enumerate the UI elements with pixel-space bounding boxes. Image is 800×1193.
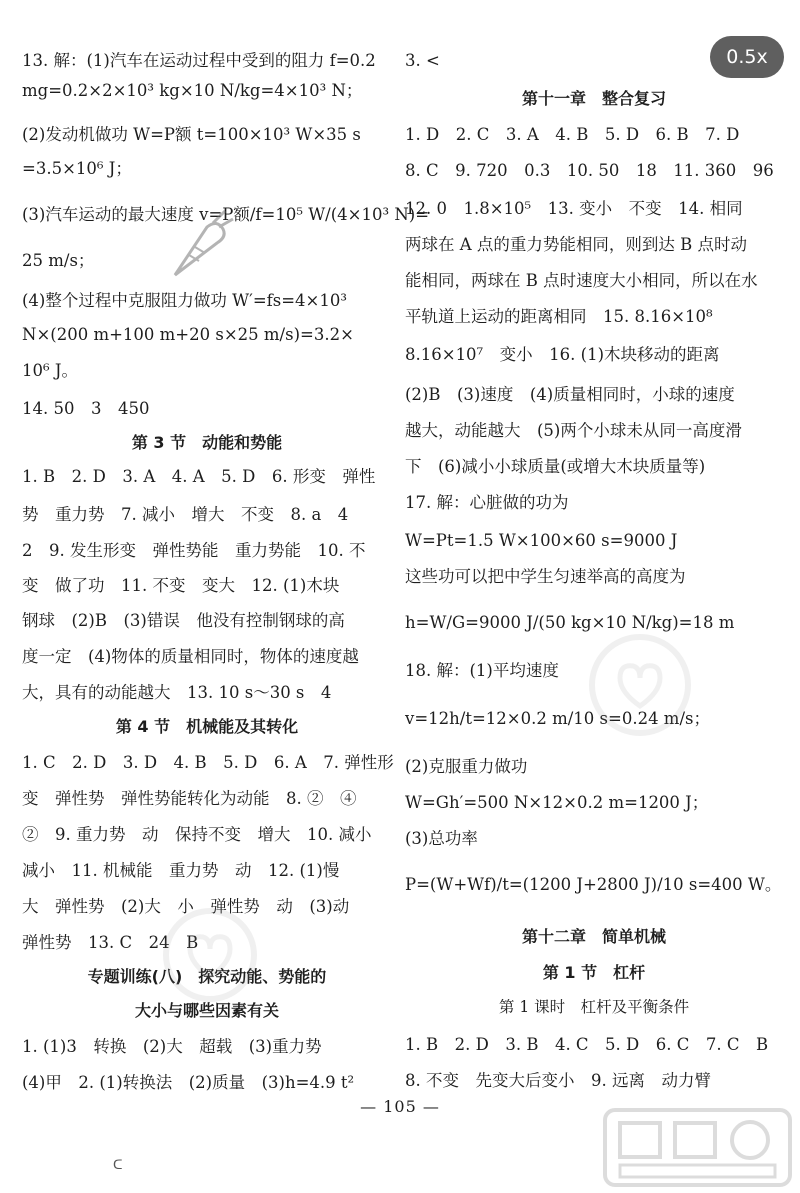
answer-line: 弹性势 13. C 24 B	[22, 933, 199, 952]
answer-line: (2)发动机做功 W=P额 t=100×10³ W×35 s	[22, 125, 361, 144]
answer-line: 8. 不变 先变大后变小 9. 远离 动力臂	[405, 1071, 711, 1090]
answer-line: (3)总功率	[405, 829, 478, 848]
answer-line: 这些功可以把中学生匀速举高的高度为	[405, 567, 686, 586]
carrot-watermark-icon	[165, 205, 235, 285]
answer-line: 12. 0 1.8×10⁵ 13. 变小 不变 14. 相同	[405, 199, 743, 218]
section-heading: 大小与哪些因素有关	[134, 1001, 279, 1020]
answer-line: 25 m/s；	[22, 251, 95, 270]
answer-line: =3.5×10⁶ J；	[22, 159, 132, 178]
lesson-heading: 第 1 课时 杠杆及平衡条件	[498, 998, 690, 1016]
answer-line: 8.16×10⁷ 变小 16. (1)木块移动的距离	[405, 345, 720, 364]
formula-line: P=(W+Wf)/t=(1200 J+2800 J)/10 s=400 W。	[405, 875, 782, 894]
formula-line: h=W/G=9000 J/(50 kg×10 N/kg)=18 m	[405, 613, 735, 632]
answer-line: 大，具有的动能越大 13. 10 s～30 s 4	[22, 683, 332, 702]
site-logo-watermark-icon	[600, 1105, 795, 1190]
answer-line: 14. 50 3 450	[22, 399, 150, 418]
answer-line: 1. B 2. D 3. A 4. A 5. D 6. 形变 弹性	[22, 467, 376, 486]
answer-line: 1. C 2. D 3. D 4. B 5. D 6. A 7. 弹性形	[22, 753, 394, 772]
answer-line: 大 弹性势 (2)大 小 弹性势 动 (3)动	[22, 897, 350, 916]
answer-line: 8. C 9. 720 0.3 10. 50 18 11. 360 96	[405, 161, 774, 180]
formula-line: W=Pt=1.5 W×100×60 s=9000 J	[405, 531, 678, 550]
chapter-heading: 第十二章 简单机械	[521, 927, 666, 946]
answer-line: (4)整个过程中克服阻力做功 W′=fs=4×10³	[22, 291, 347, 310]
page-number: — 105 —	[360, 1097, 440, 1116]
answer-line: 2 9. 发生形变 弹性势能 重力势能 10. 不	[22, 541, 366, 560]
playback-speed-button[interactable]: 0.5x	[710, 36, 784, 78]
answer-line: 1. B 2. D 3. B 4. C 5. D 6. C 7. C B	[405, 1035, 769, 1054]
answer-line: 变 弹性势 弹性势能转化为动能 8. ② ④	[22, 789, 357, 808]
formula-line: v=12h/t=12×0.2 m/10 s=0.24 m/s；	[405, 709, 710, 728]
answer-line: 10⁶ J。	[22, 361, 78, 380]
answer-line: 度一定 (4)物体的质量相同时，物体的速度越	[22, 647, 359, 666]
answer-line: (4)甲 2. (1)转换法 (2)质量 (3)h=4.9 t²	[22, 1073, 355, 1092]
section-heading: 第 3 节 动能和势能	[131, 433, 283, 452]
answer-line: 减小 11. 机械能 重力势 动 12. (1)慢	[22, 861, 340, 880]
answer-line: 1. (1)3 转换 (2)大 超载 (3)重力势	[22, 1037, 322, 1056]
answer-line: 18. 解：(1)平均速度	[405, 661, 559, 680]
answer-line: 下 (6)减小小球质量(或增大木块质量等)	[405, 457, 706, 476]
section-heading: 专题训练(八) 探究动能、势能的	[87, 967, 327, 986]
heart-watermark-icon	[160, 905, 260, 1005]
heart-watermark-icon	[585, 630, 695, 740]
answer-line: ② 9. 重力势 动 保持不变 增大 10. 减小	[22, 825, 372, 844]
formula-line: W=Gh′=500 N×12×0.2 m=1200 J；	[405, 793, 709, 812]
stray-mark: ᑕ	[113, 1158, 123, 1173]
answer-line: 越大，动能越大 (5)两个小球未从同一高度滑	[405, 421, 742, 440]
answer-line: (2)B (3)速度 (4)质量相同时，小球的速度	[405, 385, 735, 404]
answer-line: 势 重力势 7. 减小 增大 不变 8. a 4	[22, 505, 349, 524]
section-heading: 第 4 节 机械能及其转化	[115, 717, 299, 736]
answer-line: 能相同，两球在 B 点时速度大小相同，所以在水	[405, 271, 758, 290]
answer-line: 17. 解：心脏做的功为	[405, 493, 569, 512]
answer-line: mg=0.2×2×10³ kg×10 N/kg=4×10³ N；	[22, 81, 363, 100]
answer-line: 13. 解：(1)汽车在运动过程中受到的阻力 f=0.2	[22, 51, 376, 70]
answer-line: 平轨道上运动的距离相同 15. 8.16×10⁸	[405, 307, 713, 326]
answer-line: (2)克服重力做功	[405, 757, 528, 776]
chapter-heading: 第十一章 整合复习	[521, 89, 666, 108]
answer-line: 两球在 A 点的重力势能相同，则到达 B 点时动	[405, 235, 748, 254]
answer-line: 3. <	[405, 51, 440, 70]
answer-line: N×(200 m+100 m+20 s×25 m/s)=3.2×	[22, 325, 354, 344]
answer-line: 1. D 2. C 3. A 4. B 5. D 6. B 7. D	[405, 125, 740, 144]
section-heading: 第 1 节 杠杆	[542, 963, 646, 982]
answer-line: (3)汽车运动的最大速度 v=P额/f=10⁵ W/(4×10³ N)=	[22, 205, 430, 224]
answer-line: 变 做了功 11. 不变 变大 12. (1)木块	[22, 576, 340, 595]
answer-line: 钢球 (2)B (3)错误 他没有控制钢球的高	[22, 611, 345, 630]
